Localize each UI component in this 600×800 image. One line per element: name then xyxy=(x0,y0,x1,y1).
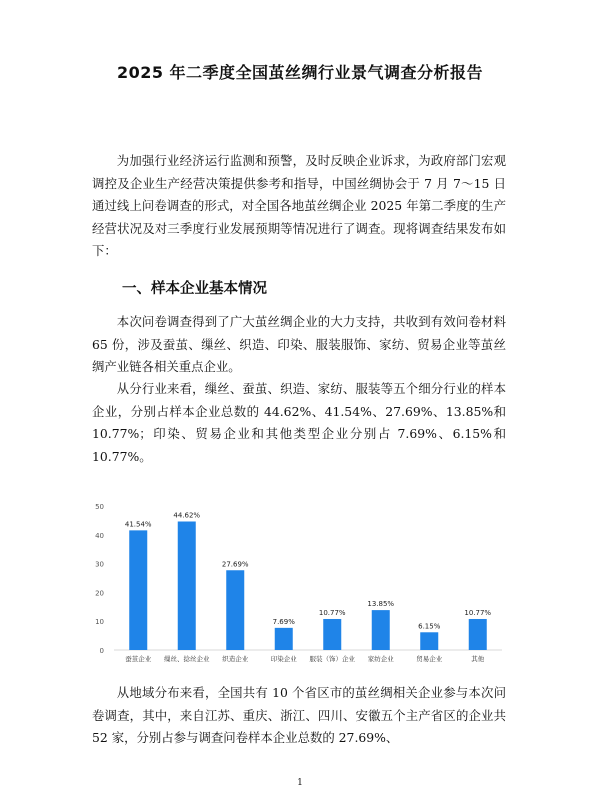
bar xyxy=(420,632,438,650)
data-label: 6.15% xyxy=(418,622,441,631)
y-tick-label: 30 xyxy=(95,560,104,569)
page-number: 1 xyxy=(297,778,303,788)
bar xyxy=(226,570,244,650)
category-label: 贸易企业 xyxy=(416,655,443,663)
report-title: 2025 年二季度全国茧丝绸行业景气调查分析报告 xyxy=(116,63,484,82)
data-label: 7.69% xyxy=(272,617,295,626)
data-label: 41.54% xyxy=(124,520,152,529)
category-label: 蚕茧企业 xyxy=(125,655,152,663)
category-label: 缫丝、捻丝企业 xyxy=(164,655,210,663)
bar xyxy=(469,619,487,650)
section-heading-sample-enterprises: 一、样本企业基本情况 xyxy=(122,281,267,297)
category-label: 服装（饰）企业 xyxy=(309,655,355,663)
bar xyxy=(275,628,293,650)
bar xyxy=(129,530,147,650)
y-tick-label: 40 xyxy=(95,531,104,540)
category-label: 印染企业 xyxy=(270,655,297,663)
data-label: 10.77% xyxy=(318,608,346,617)
intro-paragraph: 为加强行业经济运行监测和预警，及时反映企业诉求，为政府部门宏观调控及企业生产经营决策提供参考和指导，中国丝绸协会于 7 月 7～15 日通过线上问卷调查的形式，对全国各地茧丝绸企业 2025 年第二季度的生产经营状况及对三季度行业发展预期等情况进行了调查。现将调查结果发布如下： xyxy=(92,153,506,258)
category-label: 家纺企业 xyxy=(367,655,394,663)
data-label: 13.85% xyxy=(367,600,395,609)
data-label: 27.69% xyxy=(221,560,249,569)
bar xyxy=(178,521,196,650)
regional-distribution-paragraph: 从地域分布来看，全国共有 10 个省区市的茧丝绸相关企业参与本次问卷调查，其中，来自江苏、重庆、浙江、四川、安徽五个主产省区的企业共 52 家，分别占参与调查问卷样本企业总数的 27.69%、 xyxy=(92,685,506,745)
category-label: 织造企业 xyxy=(222,655,249,663)
data-label: 44.62% xyxy=(173,511,201,520)
data-label: 10.77% xyxy=(464,608,492,617)
y-tick-label: 20 xyxy=(95,589,104,598)
industry-share-bar-chart xyxy=(86,493,506,673)
y-tick-label: 10 xyxy=(95,618,104,627)
y-tick-label: 50 xyxy=(95,503,104,511)
category-label: 其他 xyxy=(471,655,485,663)
sample-paragraph: 本次问卷调查得到了广大茧丝绸企业的大力支持，共收到有效问卷材料 65 份，涉及蚕茧、缫丝、织造、印染、服装服饰、家纺、贸易企业等茧丝绸产业链各相关重点企业。 xyxy=(92,314,506,374)
bar xyxy=(323,619,341,650)
bar xyxy=(372,610,390,650)
industry-distribution-paragraph: 从分行业来看，缫丝、蚕茧、织造、家纺、服装等五个细分行业的样本企业，分别占样本企业总数的 44.62%、41.54%、27.69%、13.85%和 10.77%；印染、贸易企业和其他类型企业分别占 7.69%、6.15%和 10.77%。 xyxy=(92,381,506,464)
y-tick-label: 0 xyxy=(99,647,104,655)
